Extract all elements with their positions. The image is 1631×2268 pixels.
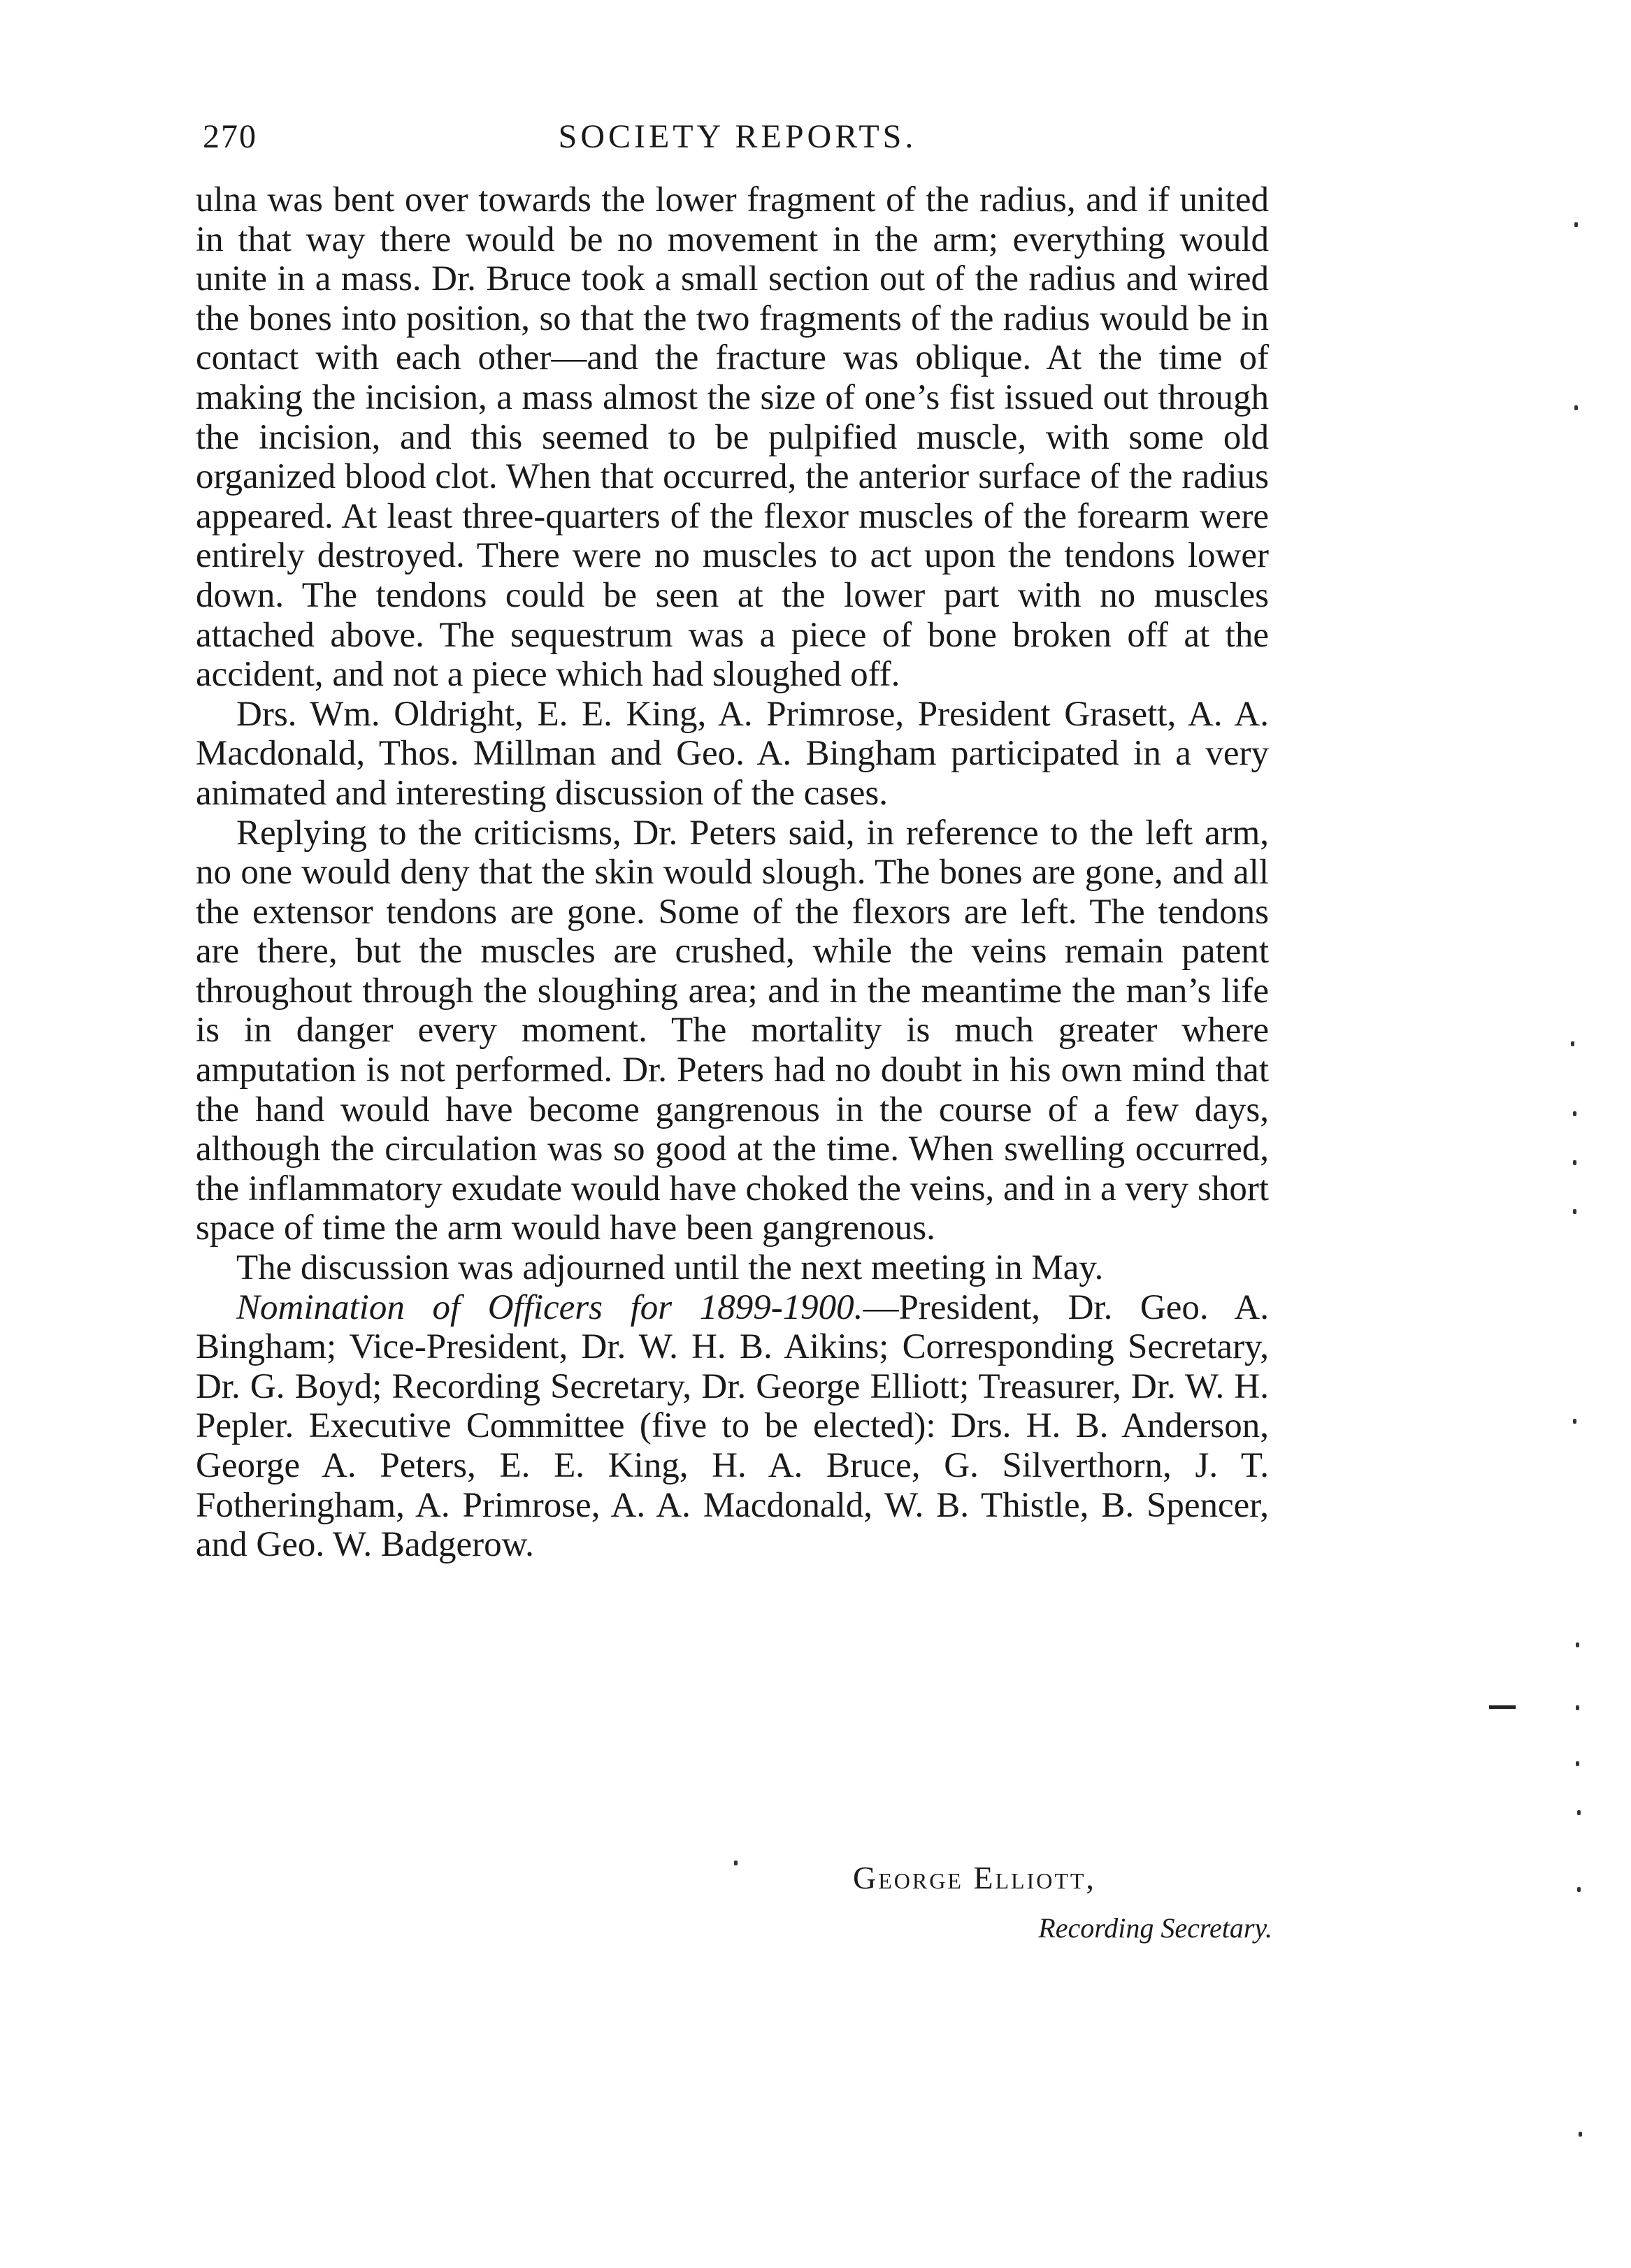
signature-name: George Elliott,	[853, 1860, 1096, 1895]
scan-speck	[1576, 1642, 1579, 1647]
scan-speck	[1576, 1705, 1579, 1710]
scan-speck	[1574, 405, 1578, 410]
running-head: SOCIETY REPORTS.	[558, 118, 917, 155]
signature-block	[825, 1859, 1272, 1944]
scan-speck	[1573, 1419, 1576, 1424]
scan-speck	[1573, 1111, 1576, 1116]
scan-speck	[734, 1861, 738, 1865]
scan-speck	[1571, 1041, 1574, 1046]
paragraph-reply: Replying to the criticisms, Dr. Peters said, in reference to the left arm, no one would deny that the skin would slough. The bones are gone, and all the extensor tendons are gone. Some of the flexors are left. The tendons are there, but the muscles are crushed, while the veins remain patent throughout through the sloughing area; and in the meantime the man’s life is in danger every moment. The mortality is much greater where amputation is not performed. Dr. Peters had no doubt in his own mind that the hand would have become gangrenous in the course of a few days, although the circulation was so good at the time. When swelling occurred, the inflammatory exudate would have choked the veins, and in a very short space of time the arm would have been gangrenous.	[196, 813, 1269, 1248]
scan-dash	[1489, 1705, 1516, 1709]
scan-speck	[1573, 1209, 1576, 1214]
scan-speck	[1576, 1761, 1579, 1766]
paragraph-adjourned: The discussion was adjourned until the next meeting in May.	[236, 1248, 1104, 1288]
nomination-text: —President, Dr. Geo. A. Bingham; Vice-President, Dr. W. H. B. Aikins; Corresponding Secretary, Dr. G. Boyd; Recording Secretary, Dr. George Elliott; Treasurer, Dr. W. H. Pepler. Executive Committee (five to be elected): Drs. H. B. Anderson, George A. Peters, E. E. King, H. A. Bruce, G. Silverthorn, J. T. Fotheringham, A. Primrose, A. A. Macdonald, W. B. Thistle, B. Spencer, and Geo. W. Badgerow.	[196, 1287, 1269, 1565]
scan-speck	[1574, 222, 1578, 227]
scan-speck	[1579, 2132, 1582, 2137]
scan-speck	[1577, 1887, 1581, 1892]
scan-speck	[1573, 1160, 1576, 1165]
body-text	[196, 180, 1269, 1565]
paragraph-continuation: ulna was bent over towards the lower fragment of the radius, and if united in that way there would be no movement in the arm; everything would unite in a mass. Dr. Bruce took a small section out of the radius and wired the bones into position, so that the two fragments of the radius would be in contact with each other—and the fracture was oblique. At the time of making the incision, a mass almost the size of one’s fist issued out through the incision, and this seemed to be pulpified muscle, with some old organized blood clot. When that occurred, the anterior surface of the radius appeared. At least three-quarters of the flexor muscles of the forearm were entirely destroyed. There were no muscles to act upon the tendons lower down. The tendons could be seen at the lower part with no muscles attached above. The sequestrum was a piece of bone broken off at the accident, and not a piece which had sloughed off.	[196, 180, 1269, 695]
page-header	[203, 117, 1272, 166]
page-number: 270	[203, 118, 257, 155]
scan-speck	[1577, 1810, 1581, 1815]
nomination-heading: Nomination of Officers for 1899-1900.	[236, 1287, 863, 1327]
paragraph-nomination	[196, 1288, 1269, 1565]
signature-title: Recording Secretary.	[1038, 1912, 1272, 1944]
paragraph-discussants: Drs. Wm. Oldright, E. E. King, A. Primrose, President Grasett, A. A. Macdonald, Thos. Millman and Geo. A. Bingham participated in a very animated and interesting discussion of the cases.	[196, 694, 1269, 813]
